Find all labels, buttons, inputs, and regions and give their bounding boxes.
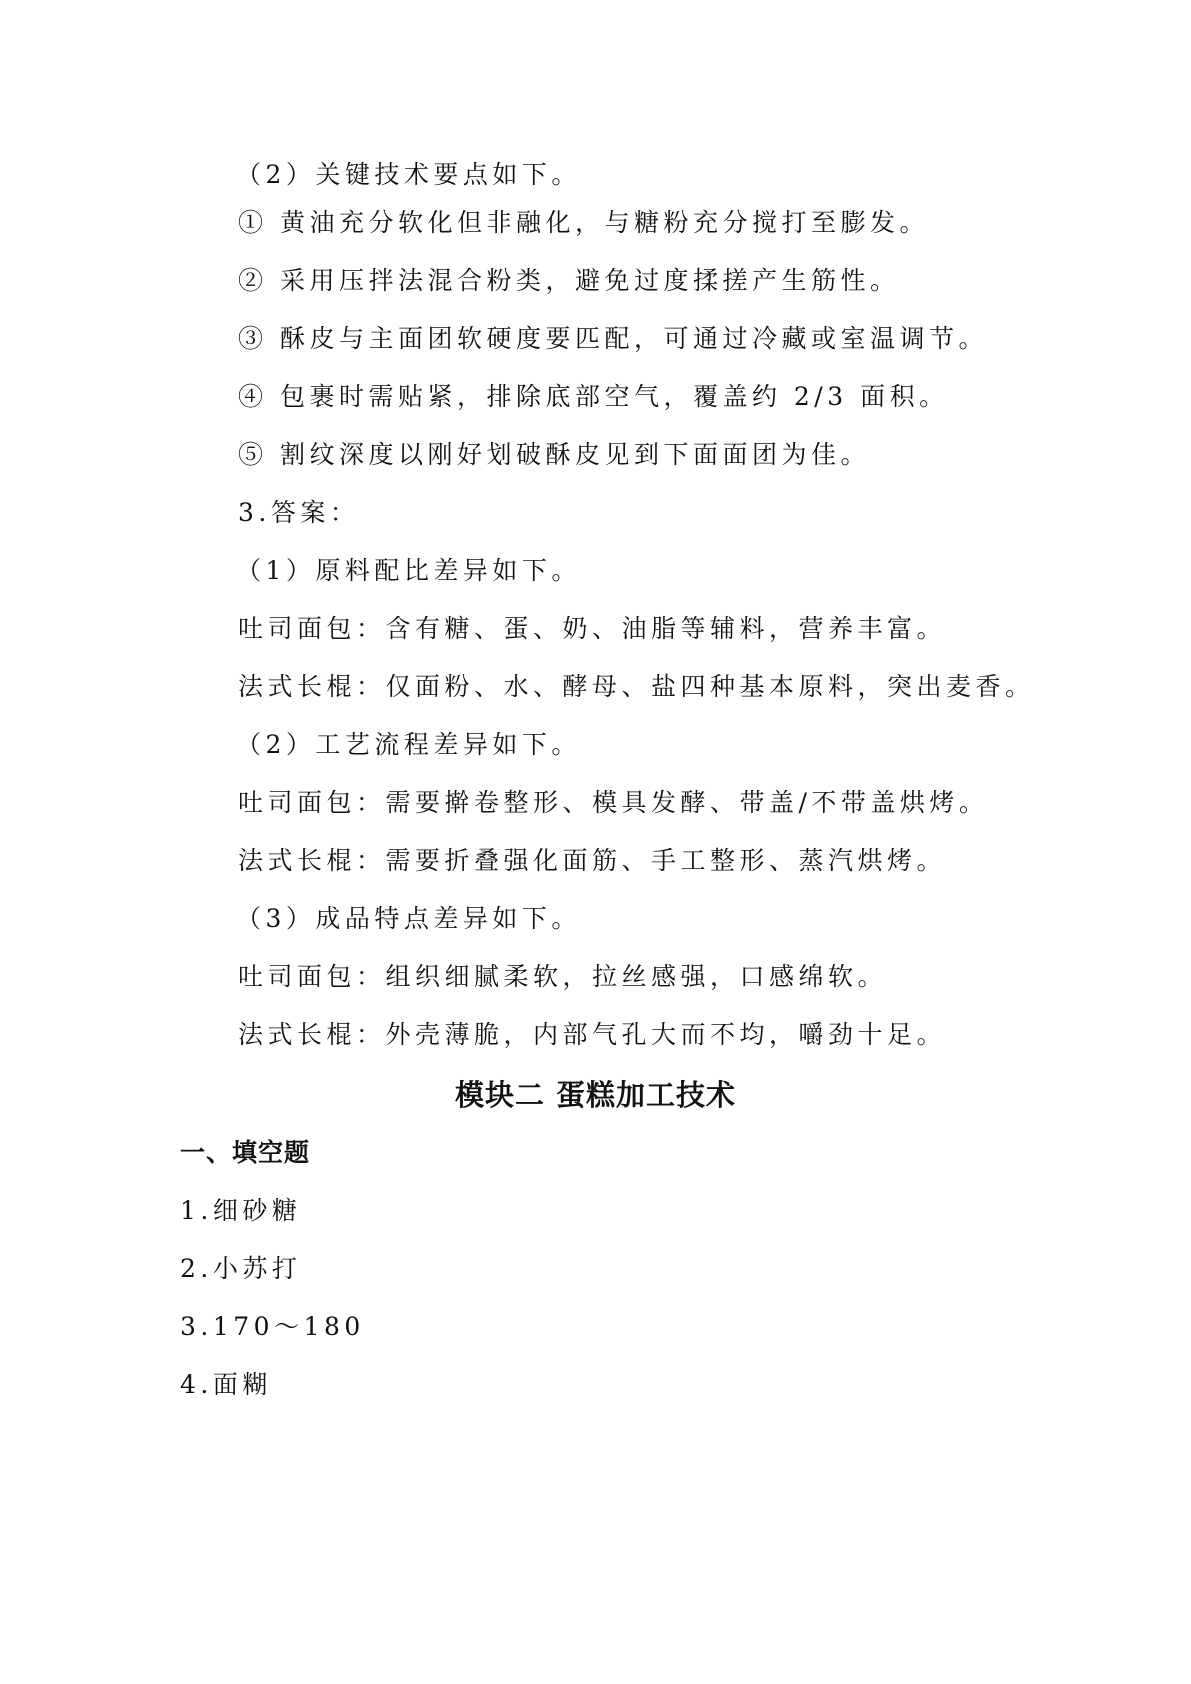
subsection-title-process: （2）工艺流程差异如下。: [236, 730, 581, 759]
ingredients-toast: 吐司面包：含有糖、蛋、奶、油脂等辅料，营养丰富。: [238, 614, 947, 643]
subsection-title-ingredients: （1）原料配比差异如下。: [236, 556, 581, 585]
product-toast: 吐司面包：组织细腻柔软，拉丝感强，口感绵软。: [238, 962, 888, 991]
key-point-1: ① 黄油充分软化但非融化，与糖粉充分搅打至膨发。: [238, 208, 929, 237]
product-baguette: 法式长棍：外壳薄脆，内部气孔大而不均，嚼劲十足。: [238, 1020, 947, 1049]
section-title-fill-blank: 一、填空题: [180, 1138, 311, 1167]
key-point-3: ③ 酥皮与主面团软硬度要匹配，可通过冷藏或室温调节。: [238, 324, 988, 353]
process-toast: 吐司面包：需要擀卷整形、模具发酵、带盖/不带盖烘烤。: [238, 788, 989, 817]
fill-blank-answer-4: 4.面糊: [180, 1370, 272, 1399]
process-baguette: 法式长棍：需要折叠强化面筋、手工整形、蒸汽烘烤。: [238, 846, 947, 875]
module-title: 模块二 蛋糕加工技术: [454, 1078, 737, 1112]
ingredients-baguette: 法式长棍：仅面粉、水、酵母、盐四种基本原料，突出麦香。: [238, 672, 1035, 701]
fill-blank-answer-3: 3.170～180: [180, 1312, 365, 1341]
key-point-4: ④ 包裹时需贴紧，排除底部空气，覆盖约 2/3 面积。: [238, 382, 949, 411]
answer-3-label: 3.答案：: [238, 498, 360, 527]
fill-blank-answer-1: 1.细砂糖: [180, 1196, 302, 1225]
key-point-2: ② 采用压拌法混合粉类，避免过度揉搓产生筋性。: [238, 266, 900, 295]
subsection-title-key-points: （2）关键技术要点如下。: [236, 160, 581, 189]
key-point-5: ⑤ 割纹深度以刚好划破酥皮见到下面面团为佳。: [238, 440, 870, 469]
subsection-title-product: （3）成品特点差异如下。: [236, 904, 581, 933]
fill-blank-answer-2: 2.小苏打: [180, 1254, 302, 1283]
